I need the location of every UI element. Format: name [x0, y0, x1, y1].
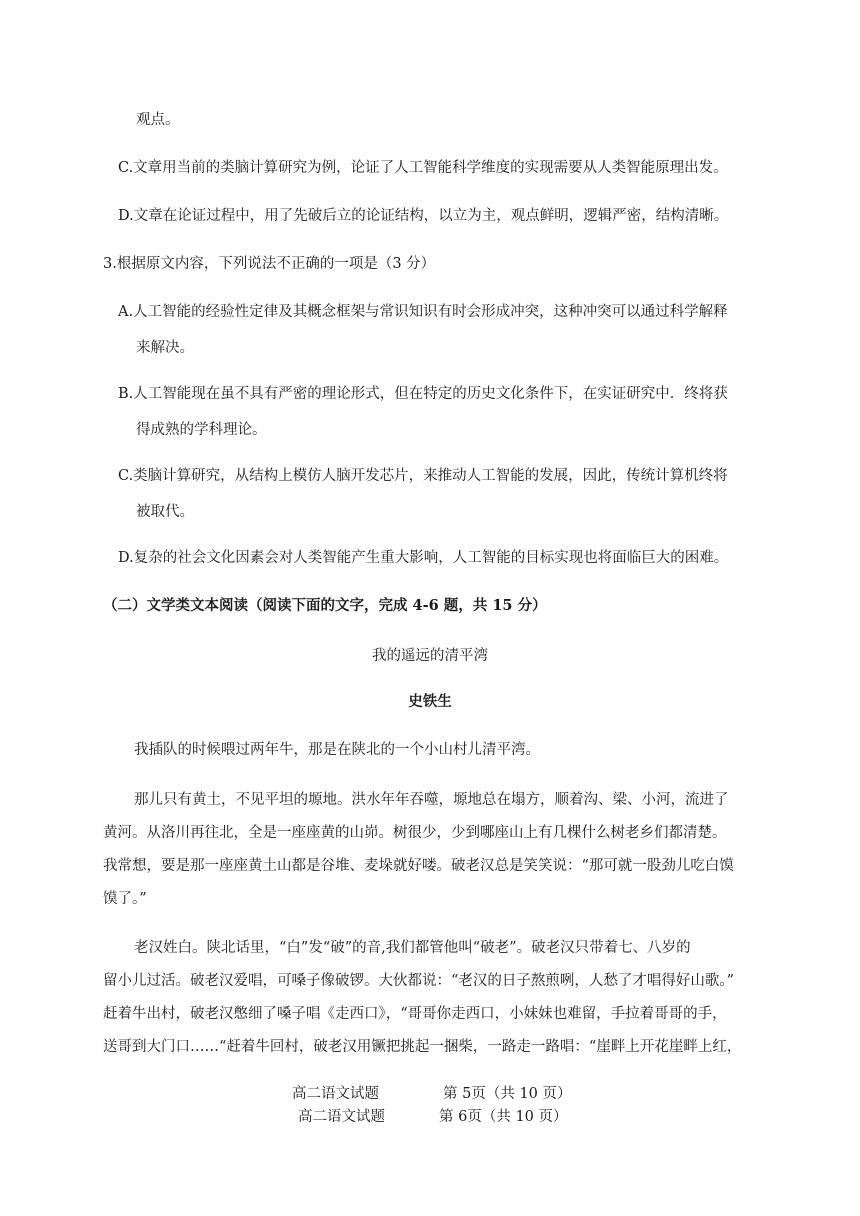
- footer-page-2: 第 6页（共 10 页）: [439, 1109, 568, 1125]
- q3-option-b-line1: B.人工智能现在虽不具有严密的理论形式，但在特定的历史文化条件下，在实证研究中．终将获: [118, 386, 728, 402]
- q3-option-b-line2: 得成熟的学科理论。: [136, 422, 267, 438]
- q3-stem: 3.根据原文内容，下列说法不正确的一项是（3 分）: [103, 256, 436, 272]
- story-paragraph-2-line4: 馍了。”: [103, 891, 147, 907]
- footer-subject-1: 高二语文试题: [292, 1086, 379, 1102]
- q2-option-c: C.文章用当前的类脑计算研究为例，论证了人工智能科学维度的实现需要从人类智能原理出发。: [118, 160, 728, 176]
- story-paragraph-3-line4: 送哥到大门口……“赶着牛回村，破老汉用镢把挑起一捆柴，一路走一路唱：“崖畔上开花崖畔上红，: [103, 1039, 742, 1055]
- story-paragraph-1: 我插队的时候喂过两年牛，那是在陕北的一个小山村儿清平湾。: [134, 742, 540, 758]
- story-author: 史铁生: [408, 693, 452, 710]
- story-title: 我的遥远的清平湾: [372, 648, 488, 664]
- story-paragraph-2-line2: 黄河。从洛川再往北，全是一座座黄的山峁。树很少，少到哪座山上有几棵什么树老乡们都清楚。: [103, 825, 727, 841]
- story-paragraph-3-line2: 留小儿过活。破老汉爱唱，可嗓子像破锣。大伙都说：“老汉的日子熬煎咧，人愁了才唱得好山歌。”: [103, 973, 735, 989]
- story-paragraph-3-line3: 赶着牛出村，破老汉憋细了嗓子唱《走西口》，“哥哥你走西口，小妹妹也难留，手拉着哥哥的手，: [103, 1006, 727, 1022]
- q3-option-c-line2: 被取代。: [136, 504, 194, 520]
- story-paragraph-2-line1: 那儿只有黄土，不见平坦的塬地。洪水年年吞噬，塬地总在塌方，顺着沟、梁、小河，流进了: [134, 792, 729, 808]
- story-paragraph-3-line1: 老汉姓白。陕北话里，“白”发“破”的音,我们都管他叫“破老”。破老汉只带着七、八岁的: [134, 940, 691, 956]
- section-heading: （二）文学类文本阅读（阅读下面的文字，完成 4-6 题，共 15 分）: [103, 597, 547, 614]
- story-paragraph-2-line3: 我常想，要是那一座座黄土山都是谷堆、麦垛就好喽。破老汉总是笑笑说：“那可就一股劲儿吃白馍: [103, 858, 734, 874]
- q2-option-b-continuation: 观点。: [136, 112, 180, 128]
- footer-subject-2: 高二语文试题: [298, 1109, 385, 1125]
- footer-page-1: 第 5页（共 10 页）: [443, 1086, 572, 1102]
- q3-option-a-line1: A.人工智能的经验性定律及其概念框架与常识知识有时会形成冲突，这种冲突可以通过科学解释: [118, 304, 728, 320]
- q2-option-d: D.文章在论证过程中，用了先破后立的论证结构，以立为主，观点鲜明，逻辑严密，结构清晰。: [118, 208, 729, 224]
- q3-option-d: D.复杂的社会文化因素会对人类智能产生重大影响，人工智能的目标实现也将面临巨大的困难。: [118, 550, 729, 566]
- q3-option-c-line1: C.类脑计算研究，从结构上模仿人脑开发芯片，来推动人工智能的发展，因此，传统计算机终将: [118, 468, 728, 484]
- q3-option-a-line2: 来解决。: [136, 340, 194, 356]
